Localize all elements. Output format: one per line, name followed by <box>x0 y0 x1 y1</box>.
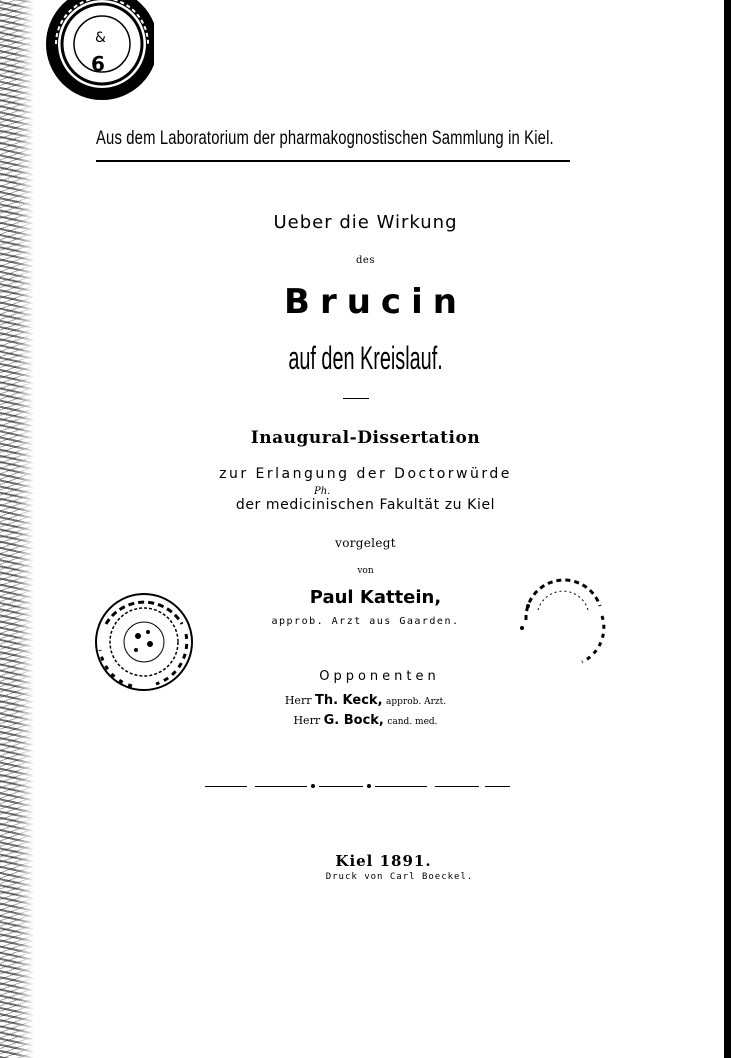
header-text: Aus dem Laboratorium der pharmakognostischen Sammlung in Kiel. <box>96 128 554 149</box>
author-title: approb. Arzt aus Gaarden. <box>271 616 460 627</box>
binding-edge-shadow <box>0 0 34 1058</box>
page-edge <box>724 0 731 1058</box>
dissertation-line-2: der medicinischen Fakultät zu Kiel <box>235 497 496 513</box>
imprint-printer: Druck von Carl Boeckel. <box>325 872 474 882</box>
title-line-2: des <box>356 255 375 266</box>
library-stamp-right-graphic <box>508 566 618 676</box>
ornamental-rule <box>205 783 510 791</box>
opponents-heading: Opponenten <box>319 669 440 684</box>
title-main: Brucin <box>284 282 467 322</box>
opponent-row-1 <box>0 693 731 708</box>
author-name: Paul Kattein, <box>309 587 442 608</box>
stamp-mark: & <box>95 30 106 46</box>
opponent-1-title: approb. Arzt. <box>386 697 447 707</box>
dissertation-title: Inaugural-Dissertation <box>250 428 481 448</box>
title-line-3-text: auf den Kreislauf. <box>288 340 443 376</box>
opponent-row-2 <box>0 713 731 728</box>
dissertation-line-1: zur Erlangung der Doctorwürde <box>219 466 512 482</box>
opponent-1-name: Th. Keck, <box>314 693 383 708</box>
title-line-3 <box>0 340 731 377</box>
opponent-2-title: cand. med. <box>387 717 438 727</box>
title-line-1: Ueber die Wirkung <box>273 212 458 233</box>
dissertation-line-3: vorgelegt <box>335 536 396 550</box>
opponent-2-name: G. Bock, <box>323 713 384 728</box>
dissertation-line-4: von <box>357 566 374 576</box>
library-stamp-right <box>508 566 618 676</box>
opponent-2-prefix: Herr <box>293 714 321 727</box>
handwritten-annotation: Ph. <box>314 486 331 497</box>
stamp-number: 6 <box>91 52 105 76</box>
opponent-1-prefix: Herr <box>284 694 312 707</box>
library-stamp-top-left-graphic <box>40 0 154 100</box>
library-stamp-top-left <box>40 0 154 100</box>
separator-rule <box>343 398 369 399</box>
laboratory-header <box>96 128 570 162</box>
imprint-place-year: Kiel 1891. <box>335 852 432 870</box>
